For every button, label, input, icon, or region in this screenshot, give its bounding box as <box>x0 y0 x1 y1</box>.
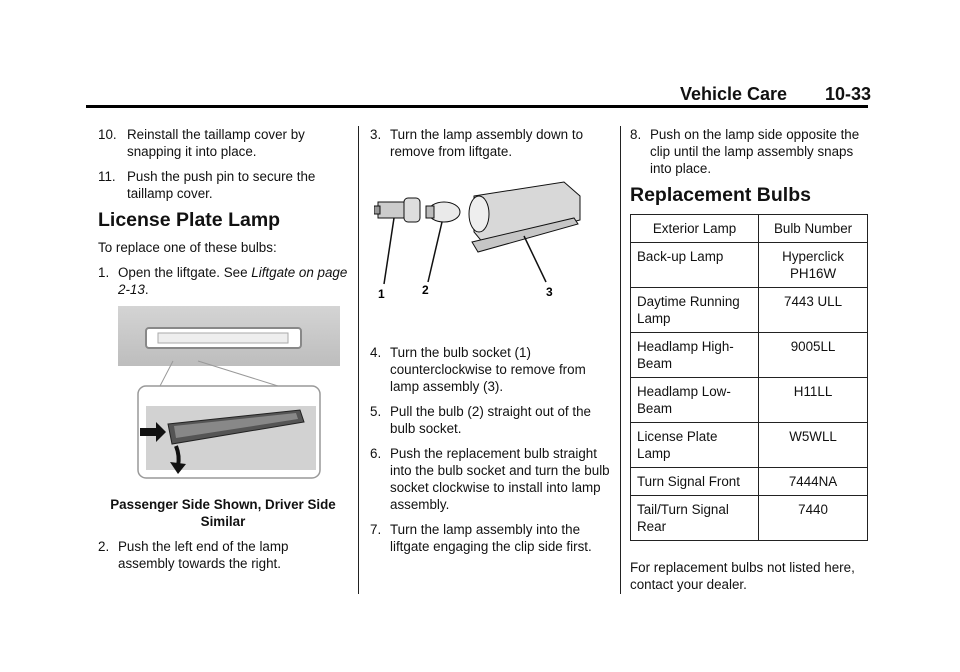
table-row <box>631 468 868 496</box>
step-number: 3. <box>370 127 382 142</box>
step-text: Turn the lamp assembly into the liftgate engaging the clip side first. <box>390 522 592 554</box>
lamp-cell: Daytime Running Lamp <box>631 288 759 333</box>
callout-3: 3 <box>546 285 553 299</box>
step-7 <box>370 521 610 555</box>
lamp-cell: License Plate Lamp <box>631 423 759 468</box>
lamp-cell: Turn Signal Front <box>631 468 759 496</box>
figure-caption: Passenger Side Shown, Driver Side Similar <box>110 497 336 529</box>
step-11 <box>98 168 348 202</box>
column-1 <box>98 126 348 580</box>
header-bulb-number: Bulb Number <box>759 215 868 243</box>
bulb-cell: H11LL <box>759 378 868 423</box>
step-text-lead: Open the liftgate. See <box>118 265 252 280</box>
intro-text: To replace one of these bulbs: <box>98 240 277 255</box>
bulb-cell: 7444NA <box>759 468 868 496</box>
step-text-end: . <box>144 282 149 297</box>
step-text: Turn the bulb socket (1) counterclockwise to remove from lamp assembly (3). <box>390 345 586 394</box>
step-number: 5. <box>370 404 382 419</box>
step-number: 11. <box>98 169 116 184</box>
bulb-cell: 7443 ULL <box>759 288 868 333</box>
step-text: Reinstall the taillamp cover by snapping it into place. <box>127 127 305 159</box>
table-row <box>631 423 868 468</box>
callout-1: 1 <box>378 287 385 301</box>
step-3 <box>370 126 610 160</box>
callout-2: 2 <box>422 283 429 297</box>
bulb-cell: 7440 <box>759 496 868 541</box>
step-6 <box>370 445 610 513</box>
column-2 <box>370 126 610 563</box>
column-divider <box>358 126 359 594</box>
step-number: 8. <box>630 127 642 142</box>
footer-text: For replacement bulbs not listed here, contact your dealer. <box>630 560 855 592</box>
lamp-cell: Back-up Lamp <box>631 243 759 288</box>
step-number: 1. <box>98 265 110 280</box>
step-text: Push the replacement bulb straight into the bulb socket and turn the bulb socket clockwise to install into lamp assembly. <box>390 446 610 512</box>
step-2 <box>98 538 348 572</box>
step-text: Pull the bulb (2) straight out of the bulb socket. <box>390 404 591 436</box>
step-number: 10. <box>98 127 117 142</box>
table-row <box>631 496 868 541</box>
step-5 <box>370 403 610 437</box>
table-row <box>631 378 868 423</box>
bulb-cell: 9005LL <box>759 333 868 378</box>
step-text: Push the left end of the lamp assembly towards the right. <box>118 539 289 571</box>
column-divider <box>620 126 621 594</box>
page-number: 10-33 <box>825 84 872 104</box>
liftgate-link[interactable]: Liftgate on page 2-13 <box>118 265 348 297</box>
step-text <box>118 264 348 298</box>
table-row <box>631 243 868 288</box>
step-10 <box>98 126 348 160</box>
heading-license-plate-lamp: License Plate Lamp <box>98 209 281 231</box>
section-title: Vehicle Care <box>680 84 788 104</box>
step-text: Push on the lamp side opposite the clip until the lamp assembly snaps into place. <box>650 127 860 176</box>
table-row <box>631 333 868 378</box>
step-text: Turn the lamp assembly down to remove from liftgate. <box>390 127 584 159</box>
column-3 <box>630 126 870 601</box>
bulb-table <box>630 214 868 541</box>
table-row <box>631 288 868 333</box>
bulb-assembly-illustration <box>374 172 584 332</box>
heading-replacement-bulbs: Replacement Bulbs <box>630 184 811 206</box>
step-number: 6. <box>370 446 382 461</box>
lamp-cell: Headlamp High-Beam <box>631 333 759 378</box>
bulb-cell: Hyperclick PH16W <box>759 243 868 288</box>
lamp-cell: Headlamp Low-Beam <box>631 378 759 423</box>
step-number: 2. <box>98 539 110 554</box>
table-header-row <box>631 215 868 243</box>
lamp-cell: Tail/Turn Signal Rear <box>631 496 759 541</box>
header-rule <box>86 105 868 108</box>
header-exterior-lamp: Exterior Lamp <box>631 215 759 243</box>
step-1 <box>98 264 348 298</box>
step-number: 7. <box>370 522 382 537</box>
liftgate-lamp-illustration <box>118 306 340 486</box>
step-4 <box>370 344 610 395</box>
bulb-cell: W5WLL <box>759 423 868 468</box>
step-number: 4. <box>370 345 382 360</box>
step-8 <box>630 126 870 177</box>
step-text: Push the push pin to secure the taillamp cover. <box>127 169 316 201</box>
